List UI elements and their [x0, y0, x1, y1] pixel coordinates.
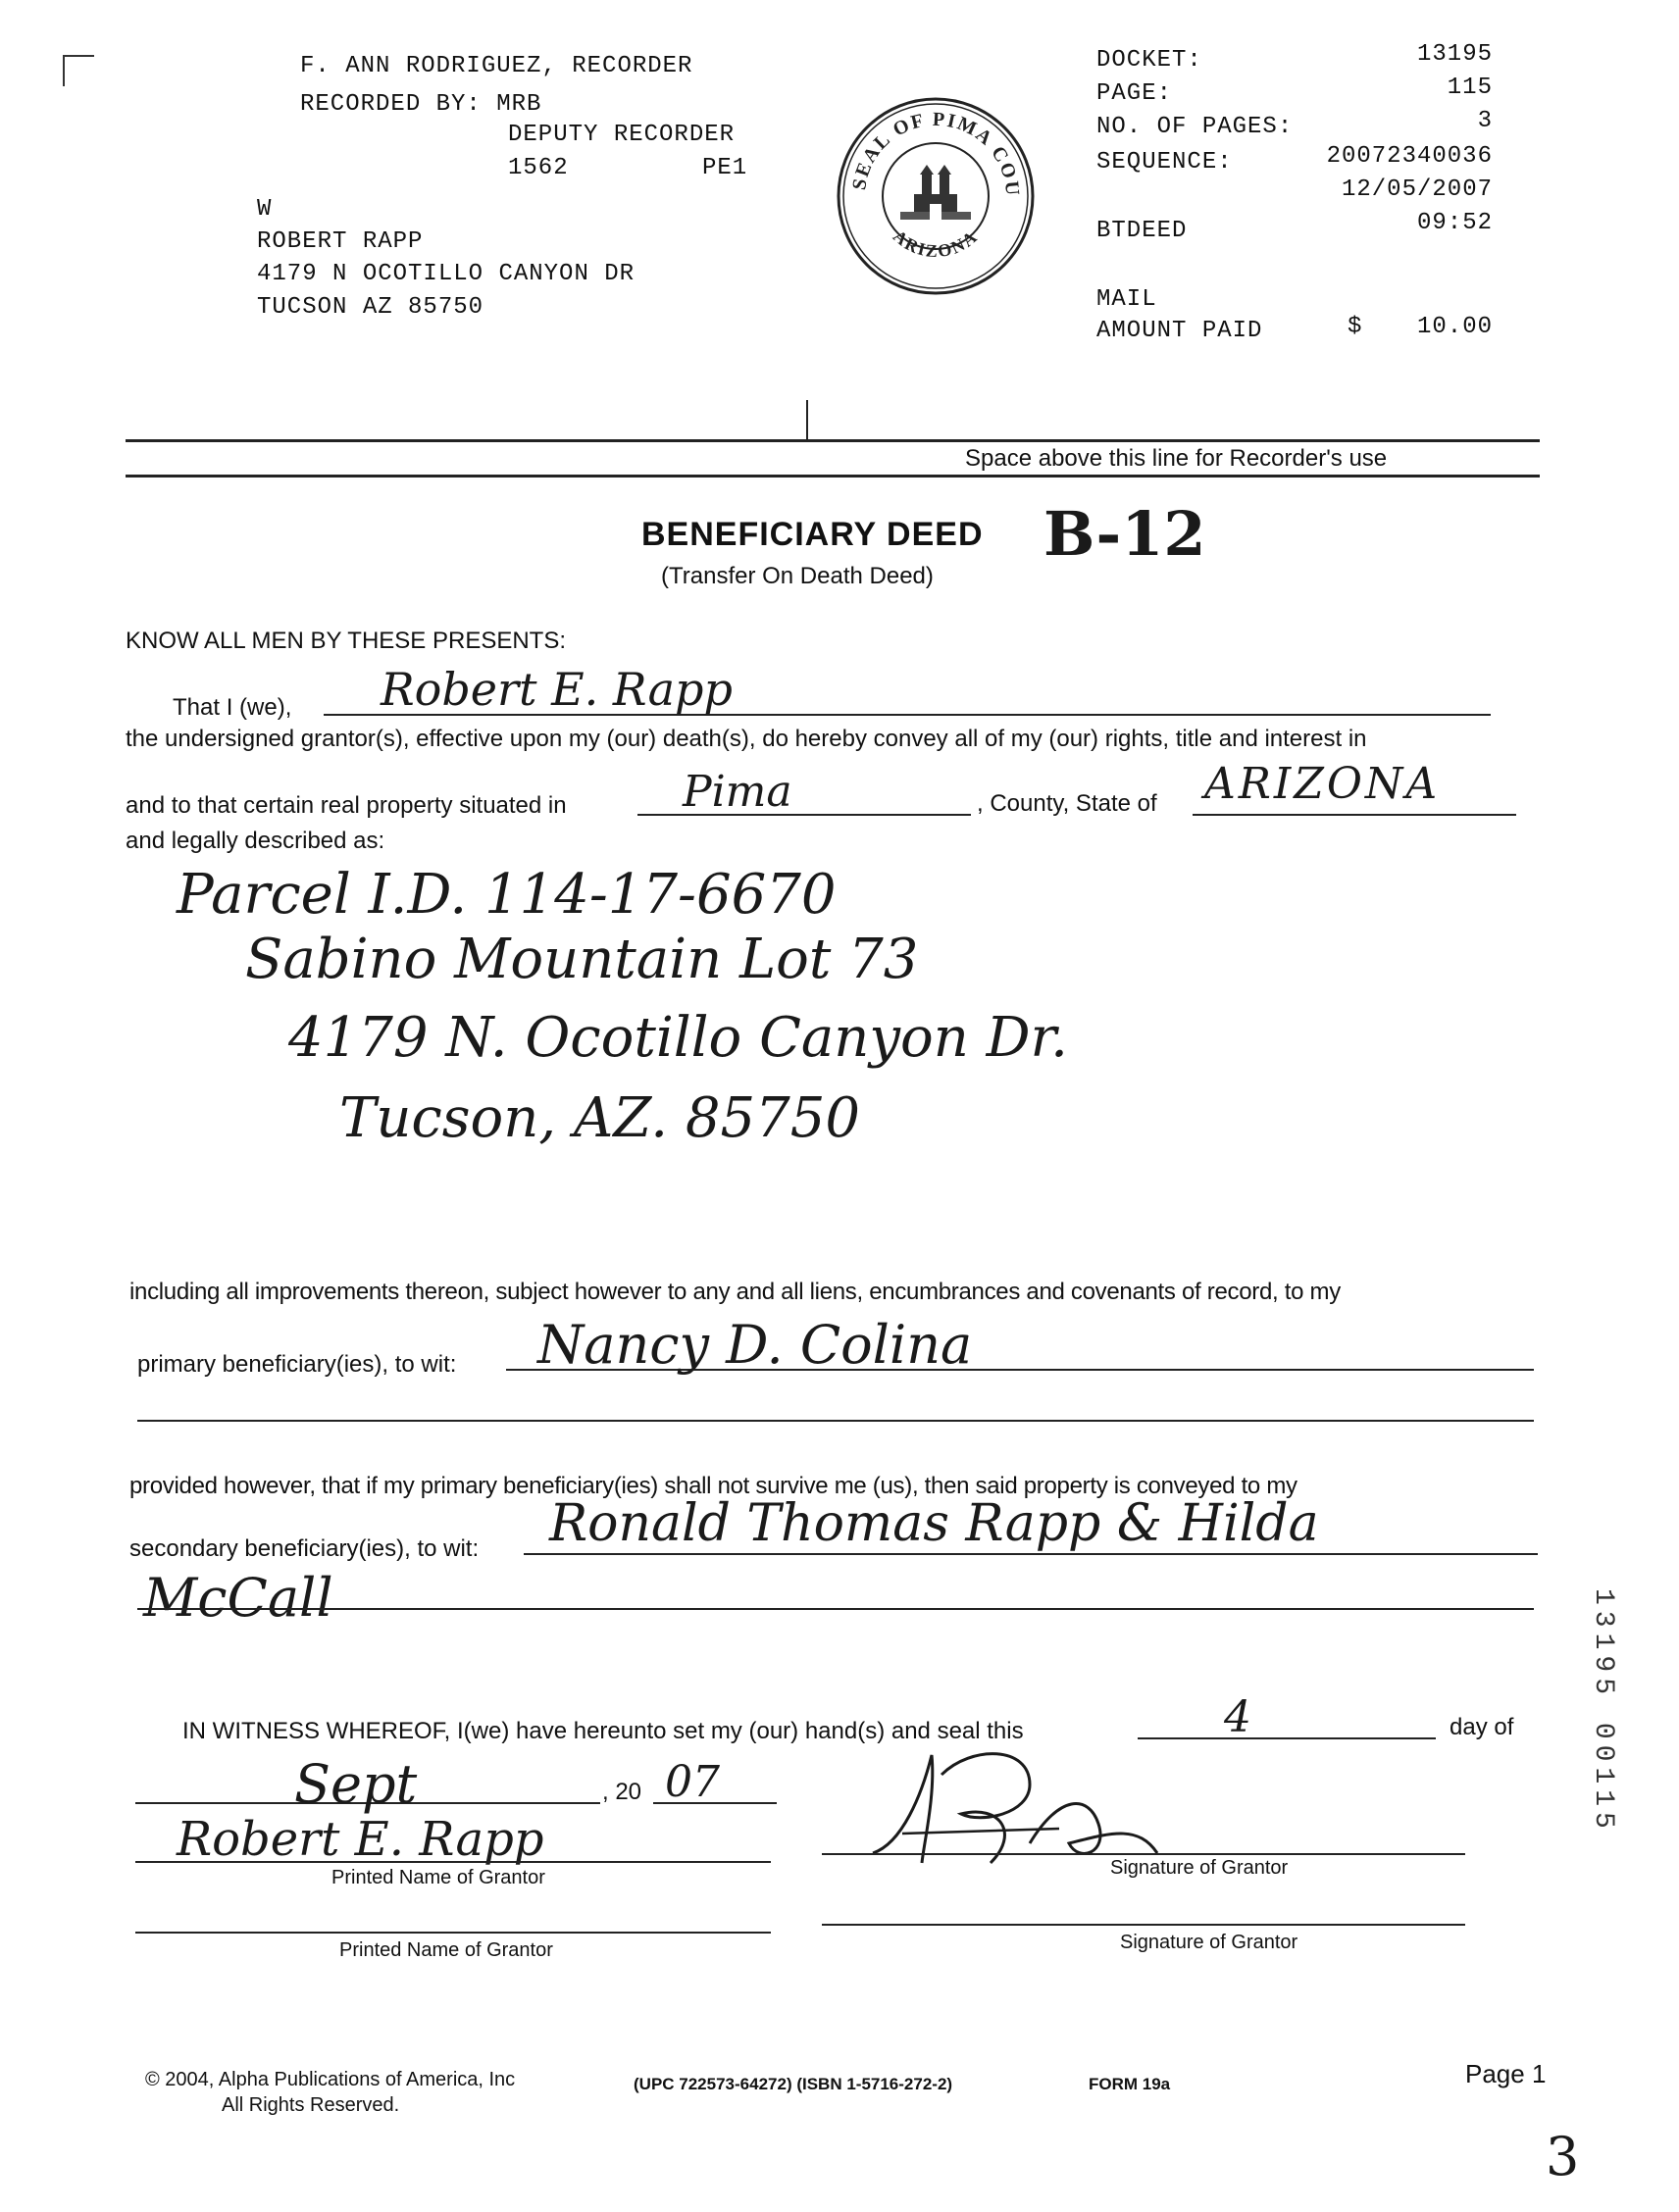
- recorder-name: F. ANN RODRIGUEZ, RECORDER: [300, 53, 693, 79]
- deed-title: BENEFICIARY DEED: [641, 516, 984, 553]
- county-state-of: , County, State of: [977, 790, 1157, 817]
- corner-number-handwritten: 3: [1546, 2126, 1580, 2187]
- amount-value: 10.00: [1416, 314, 1493, 340]
- printed-name-label-2: Printed Name of Grantor: [339, 1939, 553, 1961]
- pages-value: 3: [1477, 108, 1493, 134]
- recorded-by: RECORDED BY: MRB: [300, 91, 542, 118]
- page-label: PAGE:: [1096, 80, 1173, 107]
- docket-label: DOCKET:: [1096, 47, 1202, 74]
- record-time: 09:52: [1416, 210, 1493, 236]
- know-all-men: KNOW ALL MEN BY THESE PRESENTS:: [126, 628, 567, 654]
- secondary-beneficiary-handwritten-2: McCall: [143, 1567, 333, 1629]
- witness-clause: IN WITNESS WHEREOF, I(we) have hereunto set my (our) hand(s) and seal this: [182, 1718, 1024, 1744]
- rights-reserved: All Rights Reserved.: [222, 2094, 400, 2116]
- signature-label-1: Signature of Grantor: [1110, 1857, 1289, 1879]
- return-name: ROBERT RAPP: [257, 228, 424, 255]
- deputy-recorder: DEPUTY RECORDER: [508, 122, 736, 148]
- county-seal: [836, 96, 1036, 296]
- state-line: [1193, 814, 1516, 816]
- docket-value: 13195: [1416, 41, 1493, 68]
- seal-icon: [836, 96, 1036, 296]
- sequence-label: SEQUENCE:: [1096, 149, 1233, 176]
- upc-isbn: (UPC 722573-64272) (ISBN 1-5716-272-2): [634, 2075, 953, 2093]
- improvements-clause: including all improvements thereon, subject however to any and all liens, encumbrances and covenants of record, to my: [129, 1279, 1341, 1305]
- page-value: 115: [1447, 75, 1493, 101]
- secondary-line-2: [137, 1608, 1534, 1610]
- deed-subtitle: (Transfer On Death Deed): [661, 563, 934, 589]
- county-handwritten: Pima: [683, 767, 792, 817]
- title-handwritten: B-12: [1043, 498, 1206, 570]
- legal-line-4: Tucson, AZ. 85750: [339, 1086, 861, 1150]
- return-city: TUCSON AZ 85750: [257, 294, 484, 321]
- sequence-value: 20072340036: [1326, 143, 1493, 170]
- grantor-name-handwritten: Robert E. Rapp: [381, 663, 733, 716]
- mail-label: MAIL: [1096, 286, 1157, 313]
- pages-label: NO. OF PAGES:: [1096, 114, 1294, 140]
- seal-bottom-text: ARIZONA: [889, 226, 983, 262]
- day-of: day of: [1450, 1714, 1514, 1740]
- space-note: Space above this line for Recorder's use: [965, 445, 1388, 472]
- situated-in: and to that certain real property situated in: [126, 792, 567, 819]
- currency-symbol: $: [1348, 314, 1363, 340]
- printed-name-label-1: Printed Name of Grantor: [331, 1867, 545, 1888]
- printed-name-line-2: [135, 1932, 771, 1934]
- legal-line-2: Sabino Mountain Lot 73: [245, 928, 919, 991]
- day-handwritten: 4: [1224, 1692, 1251, 1742]
- recorder-code-1: 1562: [508, 155, 569, 181]
- convey-clause: the undersigned grantor(s), effective upon my (our) death(s), do hereby convey all of my (our) rights, title and interest in: [126, 726, 1367, 752]
- legally-described: and legally described as:: [126, 828, 385, 854]
- legal-line-3: 4179 N. Ocotillo Canyon Dr.: [288, 1006, 1068, 1070]
- primary-line-2: [137, 1420, 1534, 1422]
- secondary-line: [524, 1553, 1538, 1555]
- recorder-line-bottom: [126, 475, 1540, 478]
- record-date: 12/05/2007: [1341, 176, 1493, 203]
- year-prefix: , 20: [602, 1779, 642, 1805]
- seal-top-text: SEAL OF PIMA COU: [848, 108, 1024, 199]
- primary-label: primary beneficiary(ies), to wit:: [137, 1351, 457, 1378]
- legal-line-1: Parcel I.D. 114-17-6670: [177, 863, 837, 927]
- year-handwritten: 07: [665, 1757, 720, 1807]
- printed-name-handwritten: Robert E. Rapp: [177, 1812, 544, 1867]
- copyright: © 2004, Alpha Publications of America, Inc: [145, 2069, 516, 2090]
- state-handwritten: ARIZONA: [1204, 759, 1441, 809]
- form-number: FORM 19a: [1089, 2075, 1171, 2093]
- signature-line-1: [822, 1853, 1465, 1855]
- signature-label-2: Signature of Grantor: [1120, 1932, 1298, 1953]
- that-i-we: That I (we),: [173, 694, 292, 721]
- recorder-line-top: [126, 439, 1540, 442]
- secondary-beneficiary-handwritten: Ronald Thomas Rapp & Hilda: [549, 1494, 1319, 1553]
- btdeed-label: BTDEED: [1096, 218, 1188, 244]
- primary-beneficiary-handwritten: Nancy D. Colina: [537, 1314, 973, 1376]
- amount-label: AMOUNT PAID: [1096, 318, 1263, 344]
- center-tick: [806, 400, 808, 439]
- mail-w: W: [257, 196, 273, 223]
- return-street: 4179 N OCOTILLO CANYON DR: [257, 261, 636, 287]
- page-number: Page 1: [1465, 2059, 1547, 2088]
- month-handwritten: Sept: [294, 1753, 418, 1815]
- printed-name-line-1: [135, 1861, 771, 1863]
- corner-mark: [63, 55, 94, 86]
- side-stamp: 13195 00115: [1588, 1588, 1618, 1835]
- svg-text:ARIZONA: [890, 226, 982, 262]
- provided-clause: provided however, that if my primary beneficiary(ies) shall not survive me (us), then said property is conveyed to my: [129, 1473, 1297, 1499]
- recorder-code-2: PE1: [702, 155, 748, 181]
- signature-line-2: [822, 1924, 1465, 1926]
- secondary-label: secondary beneficiary(ies), to wit:: [129, 1535, 480, 1562]
